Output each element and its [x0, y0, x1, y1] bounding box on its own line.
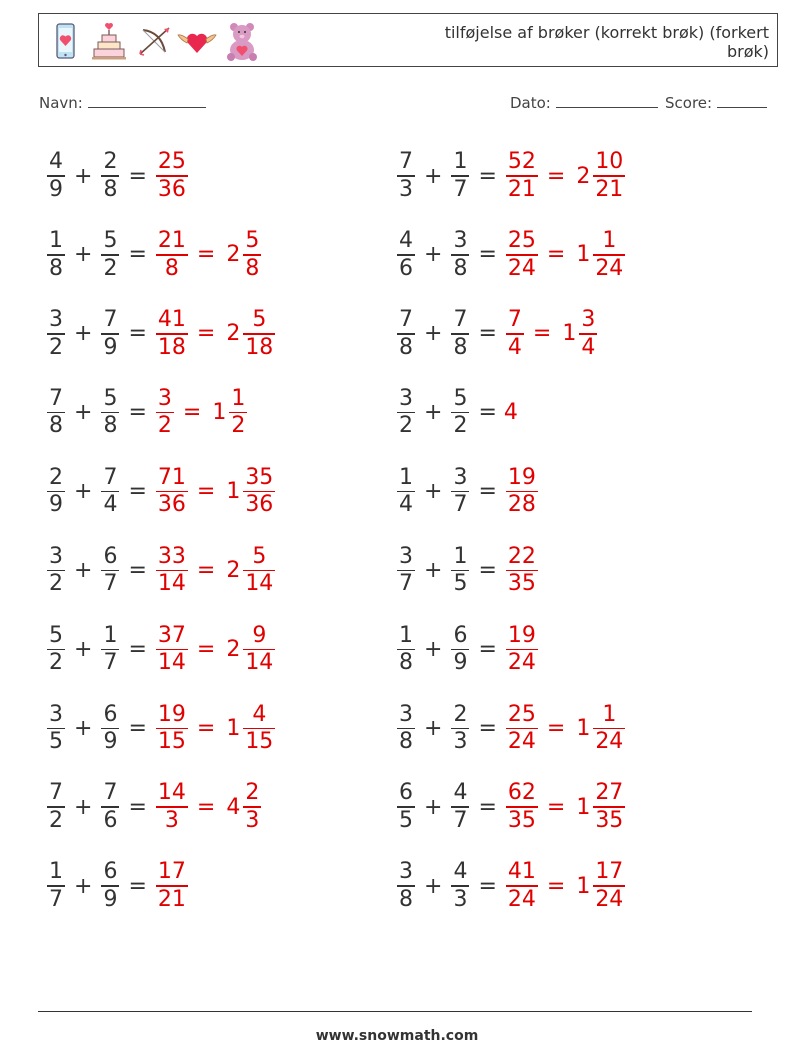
addend-fraction: $\frac{7}{8}$ [49, 385, 63, 439]
addend-fraction: $\frac{6}{9}$ [103, 859, 118, 912]
problem-item [395, 461, 540, 523]
problem-item [395, 303, 599, 365]
equals-sign: = [196, 321, 216, 347]
addend-fraction: $\frac{5}{2}$ [453, 385, 468, 439]
name-blank [88, 93, 206, 108]
date-label: Dato: [510, 94, 551, 112]
equals-sign: = [128, 558, 147, 583]
equals-sign: = [478, 558, 497, 583]
addend-fraction: $\frac{2}{3}$ [453, 701, 468, 755]
mixed-whole: 4 [226, 794, 241, 820]
mixed-fraction: $\frac{5}{18}$ [245, 307, 274, 360]
plus-sign: + [424, 400, 443, 426]
mixed-whole: 1 [576, 873, 591, 899]
addend-fraction: $\frac{7}{6}$ [103, 780, 118, 833]
equals-sign: = [478, 715, 497, 741]
problem-item [45, 382, 249, 444]
equals-sign: = [532, 321, 552, 347]
answer-fraction: $\frac{19}{15}$ [157, 701, 186, 755]
equals-sign: = [196, 479, 216, 505]
equals-sign: = [478, 400, 497, 426]
answer-fraction: $\frac{14}{3}$ [157, 780, 186, 833]
addend-fraction: $\frac{2}{8}$ [103, 149, 118, 202]
addend-fraction: $\frac{1}{7}$ [453, 149, 468, 202]
score-label: Score: [665, 94, 713, 112]
plus-sign: + [74, 321, 93, 347]
addend-fraction: $\frac{3}{8}$ [399, 701, 413, 755]
mixed-fraction: $\frac{9}{14}$ [245, 622, 274, 676]
answer-fraction: $\frac{19}{24}$ [507, 622, 536, 676]
mixed-fraction: $\frac{17}{24}$ [595, 859, 624, 912]
addend-fraction: $\frac{2}{9}$ [49, 464, 63, 518]
addend-fraction: $\frac{3}{7}$ [453, 464, 468, 518]
plus-sign: + [74, 873, 93, 899]
problem-item [395, 776, 627, 838]
equals-sign: = [478, 163, 497, 189]
answer-fraction: $\frac{7}{4}$ [507, 307, 522, 360]
mixed-whole: 2 [226, 321, 241, 347]
winged-heart-icon [177, 20, 217, 62]
answer-fraction: $\frac{25}{24}$ [507, 228, 536, 281]
mixed-fraction: $\frac{1}{2}$ [231, 385, 246, 439]
problem-item [395, 855, 627, 917]
addend-fraction: $\frac{5}{8}$ [103, 385, 118, 439]
score-field [665, 93, 767, 112]
addend-fraction: $\frac{5}{2}$ [49, 622, 63, 676]
addend-fraction: $\frac{3}{2}$ [49, 307, 63, 360]
answer-fraction: $\frac{3}{2}$ [157, 385, 172, 439]
problem-item [395, 382, 518, 444]
mixed-fraction: $\frac{5}{14}$ [245, 543, 274, 597]
answer-fraction: $\frac{22}{35}$ [507, 543, 536, 597]
equals-sign: = [196, 794, 216, 820]
plus-sign: + [424, 163, 443, 189]
addend-fraction: $\frac{6}{9}$ [103, 701, 118, 755]
plus-sign: + [424, 873, 443, 899]
addend-fraction: $\frac{3}{2}$ [49, 543, 63, 597]
plus-sign: + [74, 400, 93, 426]
mixed-whole: 1 [562, 321, 577, 347]
problem-item [45, 540, 277, 602]
equals-sign: = [128, 715, 147, 741]
score-blank [717, 93, 767, 108]
plus-sign: + [424, 242, 443, 268]
answer-fraction: $\frac{25}{36}$ [157, 149, 186, 202]
mixed-fraction: $\frac{1}{24}$ [595, 228, 624, 281]
addend-fraction: $\frac{4}{9}$ [49, 149, 63, 202]
plus-sign: + [74, 794, 93, 820]
plus-sign: + [424, 794, 443, 820]
mixed-whole: 1 [212, 400, 227, 426]
footer-divider [38, 1011, 752, 1012]
teddy-bear-icon [222, 20, 262, 62]
equals-sign: = [196, 636, 216, 662]
answer-fraction: $\frac{41}{18}$ [157, 307, 186, 360]
mixed-whole: 1 [226, 715, 241, 741]
problem-item [45, 224, 263, 286]
addend-fraction: $\frac{1}{5}$ [453, 543, 468, 597]
equals-sign: = [128, 636, 147, 662]
answer-integer: 4 [503, 400, 518, 426]
mixed-whole: 2 [226, 636, 241, 662]
problem-item [395, 224, 627, 286]
equals-sign: = [478, 794, 497, 820]
mixed-whole: 1 [576, 242, 591, 268]
equals-sign: = [128, 163, 147, 189]
addend-fraction: $\frac{3}{7}$ [399, 543, 413, 597]
mixed-fraction: $\frac{35}{36}$ [245, 464, 274, 518]
equals-sign: = [128, 242, 147, 268]
mixed-fraction: $\frac{4}{15}$ [245, 701, 274, 755]
answer-fraction: $\frac{21}{8}$ [157, 228, 186, 281]
mixed-whole: 2 [226, 558, 241, 583]
mixed-fraction: $\frac{1}{24}$ [595, 701, 624, 755]
equals-sign: = [478, 636, 497, 662]
answer-fraction: $\frac{41}{24}$ [507, 859, 536, 912]
answer-fraction: $\frac{71}{36}$ [157, 464, 186, 518]
addend-fraction: $\frac{7}{8}$ [453, 307, 468, 360]
addend-fraction: $\frac{3}{8}$ [399, 859, 413, 912]
mixed-fraction: $\frac{5}{8}$ [245, 228, 260, 281]
problem-item [45, 461, 277, 523]
problem-item [45, 618, 277, 680]
problem-item [395, 697, 627, 759]
plus-sign: + [74, 479, 93, 505]
problem-item [45, 697, 277, 759]
addend-fraction: $\frac{6}{7}$ [103, 543, 118, 597]
equals-sign: = [128, 321, 147, 347]
problem-item [45, 855, 190, 917]
equals-sign: = [478, 242, 497, 268]
addend-fraction: $\frac{7}{9}$ [103, 307, 118, 360]
cupid-arrow-icon [135, 20, 175, 62]
addend-fraction: $\frac{7}{8}$ [399, 307, 413, 360]
mixed-whole: 1 [226, 479, 241, 505]
plus-sign: + [74, 636, 93, 662]
mixed-fraction: $\frac{27}{35}$ [595, 780, 624, 833]
mixed-whole: 2 [576, 163, 591, 189]
wedding-cake-icon [89, 20, 129, 62]
problem-item [45, 303, 277, 365]
equals-sign: = [196, 715, 216, 741]
equals-sign: = [478, 479, 497, 505]
name-label: Navn: [39, 94, 83, 112]
equals-sign: = [546, 873, 566, 899]
plus-sign: + [424, 715, 443, 741]
mixed-fraction: $\frac{10}{21}$ [595, 149, 624, 202]
addend-fraction: $\frac{3}{5}$ [49, 701, 63, 755]
mixed-whole: 1 [576, 794, 591, 820]
answer-fraction: $\frac{37}{14}$ [157, 622, 186, 676]
answer-fraction: $\frac{19}{28}$ [507, 464, 536, 518]
name-field [39, 93, 206, 112]
equals-sign: = [182, 400, 202, 426]
plus-sign: + [74, 242, 93, 268]
problem-item [45, 145, 190, 207]
addend-fraction: $\frac{6}{9}$ [453, 622, 468, 676]
mixed-fraction: $\frac{2}{3}$ [245, 780, 260, 833]
phone-heart-icon [45, 20, 85, 62]
answer-fraction: $\frac{33}{14}$ [157, 543, 186, 597]
problem-item [395, 618, 540, 680]
addend-fraction: $\frac{1}{7}$ [49, 859, 63, 912]
addend-fraction: $\frac{1}{7}$ [103, 622, 118, 676]
plus-sign: + [74, 163, 93, 189]
addend-fraction: $\frac{7}{4}$ [103, 464, 118, 518]
date-blank [556, 93, 658, 108]
addend-fraction: $\frac{4}{3}$ [453, 859, 468, 912]
footer-site: www.snowmath.com [315, 1028, 479, 1044]
equals-sign: = [196, 558, 216, 583]
mixed-whole: 2 [226, 242, 241, 268]
answer-fraction: $\frac{25}{24}$ [507, 701, 536, 755]
equals-sign: = [478, 873, 497, 899]
equals-sign: = [546, 163, 566, 189]
date-field [510, 93, 658, 112]
equals-sign: = [128, 794, 147, 820]
equals-sign: = [478, 321, 497, 347]
addend-fraction: $\frac{4}{6}$ [399, 228, 413, 281]
problem-item [395, 145, 627, 207]
problem-item [395, 540, 540, 602]
addend-fraction: $\frac{5}{2}$ [103, 228, 118, 281]
addend-fraction: $\frac{7}{3}$ [399, 149, 413, 202]
addend-fraction: $\frac{4}{7}$ [453, 780, 468, 833]
addend-fraction: $\frac{3}{8}$ [453, 228, 468, 281]
answer-fraction: $\frac{52}{21}$ [507, 149, 536, 202]
plus-sign: + [74, 558, 93, 583]
plus-sign: + [74, 715, 93, 741]
addend-fraction: $\frac{1}{8}$ [399, 622, 413, 676]
worksheet-title: tilføjelse af brøker (korrekt brøk) (forkert brøk) [444, 23, 769, 61]
addend-fraction: $\frac{1}{8}$ [49, 228, 63, 281]
problem-item [45, 776, 263, 838]
answer-fraction: $\frac{17}{21}$ [157, 859, 186, 912]
addend-fraction: $\frac{3}{2}$ [399, 385, 413, 439]
equals-sign: = [128, 873, 147, 899]
equals-sign: = [196, 242, 216, 268]
plus-sign: + [424, 321, 443, 347]
plus-sign: + [424, 558, 443, 583]
mixed-whole: 1 [576, 715, 591, 741]
equals-sign: = [128, 479, 147, 505]
addend-fraction: $\frac{7}{2}$ [49, 780, 63, 833]
addend-fraction: $\frac{6}{5}$ [399, 780, 413, 833]
mixed-fraction: $\frac{3}{4}$ [581, 307, 596, 360]
plus-sign: + [424, 636, 443, 662]
equals-sign: = [546, 715, 566, 741]
plus-sign: + [424, 479, 443, 505]
equals-sign: = [128, 400, 147, 426]
answer-fraction: $\frac{62}{35}$ [507, 780, 536, 833]
addend-fraction: $\frac{1}{4}$ [399, 464, 413, 518]
equals-sign: = [546, 794, 566, 820]
worksheet-header [38, 13, 778, 67]
equals-sign: = [546, 242, 566, 268]
